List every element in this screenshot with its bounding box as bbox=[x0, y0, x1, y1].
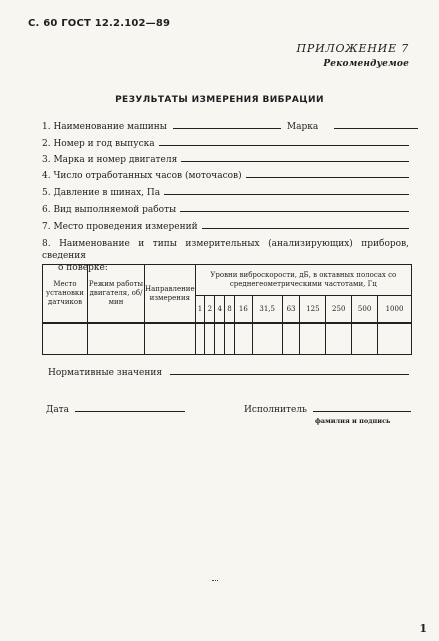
col-engine-mode: Режим работы двигателя, об/мин bbox=[88, 265, 145, 324]
frequency-cell: 4 bbox=[215, 296, 225, 324]
frequency-cell: 63 bbox=[282, 296, 300, 324]
frequency-cell: 2 bbox=[205, 296, 215, 324]
frequency-cell: 31,5 bbox=[252, 296, 282, 324]
data-cell[interactable] bbox=[195, 323, 205, 355]
appendix-status: Рекомендуемое bbox=[323, 59, 409, 69]
data-cell[interactable] bbox=[225, 323, 235, 355]
data-cell[interactable] bbox=[252, 323, 282, 355]
data-cell[interactable] bbox=[352, 323, 378, 355]
col-direction: Направление измерения bbox=[145, 265, 196, 324]
field-label: 7. Место проведения измерений bbox=[42, 222, 198, 232]
data-cell[interactable] bbox=[326, 323, 352, 355]
col-velocity-levels: Уровни виброскорости, дБ, в октавных полосах со среднегеометрическими частотами, Гц bbox=[195, 265, 411, 296]
frequency-cell: 16 bbox=[234, 296, 252, 324]
appendix-header bbox=[297, 42, 409, 69]
vibration-table bbox=[42, 264, 412, 355]
data-cell[interactable] bbox=[205, 323, 215, 355]
field-input-line[interactable] bbox=[181, 153, 409, 162]
form-title: РЕЗУЛЬТАТЫ ИЗМЕРЕНИЯ ВИБРАЦИИ bbox=[115, 95, 324, 105]
field-engine bbox=[42, 153, 409, 165]
field-label: 2. Номер и год выпуска bbox=[42, 139, 155, 149]
frequency-cell: 125 bbox=[300, 296, 326, 324]
field-tire-pressure bbox=[42, 186, 409, 198]
field-input-line[interactable] bbox=[159, 137, 409, 146]
executor-note: фамилия и подпись bbox=[315, 417, 391, 425]
field-label: 6. Вид выполняемой работы bbox=[42, 205, 177, 215]
field-label: 3. Марка и номер двигателя bbox=[42, 155, 178, 165]
field-label: 4. Число отработанных часов (моточасов) bbox=[42, 171, 242, 181]
normative-line[interactable] bbox=[170, 366, 409, 375]
field-number-year bbox=[42, 137, 409, 149]
field-label: 1. Наименование машины bbox=[42, 122, 167, 132]
field-machine-name bbox=[42, 120, 409, 132]
field-input-line[interactable] bbox=[173, 120, 281, 129]
data-cell[interactable] bbox=[234, 323, 252, 355]
field-brand-line[interactable] bbox=[334, 120, 418, 129]
frequency-cell: 1000 bbox=[378, 296, 412, 324]
field-hours bbox=[42, 169, 409, 181]
data-cell[interactable] bbox=[145, 323, 196, 355]
date-label: Дата bbox=[46, 405, 70, 415]
normative-values bbox=[48, 366, 409, 378]
executor-label: Исполнитель bbox=[244, 405, 307, 415]
data-cell[interactable] bbox=[300, 323, 326, 355]
frequency-cell: 250 bbox=[326, 296, 352, 324]
frequency-cell: 8 bbox=[225, 296, 235, 324]
normative-label: Нормативные значения bbox=[48, 368, 163, 378]
field-instruments-line2: о поверке: bbox=[58, 263, 108, 273]
field-work-type bbox=[42, 203, 409, 215]
data-cell[interactable] bbox=[215, 323, 225, 355]
scan-mark bbox=[212, 580, 218, 586]
date-line[interactable] bbox=[75, 403, 185, 412]
col-sensor-place: Место установки датчиков bbox=[43, 265, 88, 324]
page-number: 1 bbox=[419, 622, 427, 635]
executor-line[interactable] bbox=[313, 403, 411, 412]
frequency-cell: 500 bbox=[352, 296, 378, 324]
field-input-line[interactable] bbox=[180, 203, 409, 212]
field-instruments-line1: 8. Наименование и типы измерительных (анализирующих) приборов, сведения bbox=[42, 239, 409, 261]
data-cell[interactable] bbox=[88, 323, 145, 355]
field-place bbox=[42, 220, 409, 232]
date-field bbox=[46, 403, 185, 415]
data-cell[interactable] bbox=[378, 323, 412, 355]
frequency-cell: 1 bbox=[195, 296, 205, 324]
standard-header: С. 60 ГОСТ 12.2.102—89 bbox=[28, 18, 171, 29]
data-cell[interactable] bbox=[282, 323, 300, 355]
field-brand-label: Марка bbox=[286, 122, 319, 132]
data-row bbox=[43, 323, 412, 355]
field-input-line[interactable] bbox=[202, 220, 409, 229]
data-cell[interactable] bbox=[43, 323, 88, 355]
appendix-label: ПРИЛОЖЕНИЕ 7 bbox=[296, 42, 409, 55]
field-input-line[interactable] bbox=[246, 169, 409, 178]
field-input-line[interactable] bbox=[164, 186, 409, 195]
executor-field bbox=[244, 403, 411, 415]
field-label: 5. Давление в шинах, Па bbox=[42, 188, 161, 198]
